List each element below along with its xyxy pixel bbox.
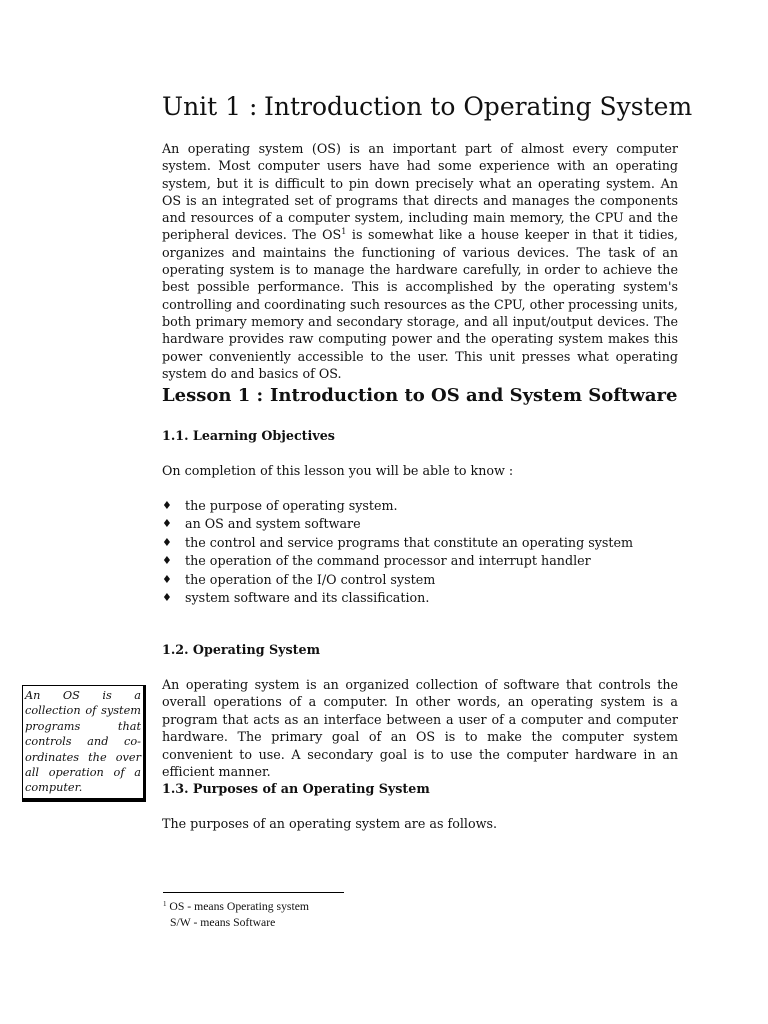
margin-note-text: An OS is a collection of system programs that controls and co-ordinates the over all operation of a computer. <box>25 689 141 795</box>
learning-objectives-heading: 1.1. Learning Objectives <box>162 428 335 443</box>
footnote-2: S/W - means Software <box>170 916 276 929</box>
list-item <box>162 571 633 589</box>
list-item-text: the control and service programs that constitute an operating system <box>185 534 634 550</box>
list-item <box>162 515 633 533</box>
list-item <box>162 497 633 515</box>
intro-paragraph <box>162 140 678 382</box>
objectives-list <box>162 497 633 607</box>
purposes-heading: 1.3. Purposes of an Operating System <box>162 781 430 796</box>
list-item-text: the purpose of operating system. <box>185 498 398 513</box>
lesson-title <box>162 385 677 406</box>
purposes-lead-text: The purposes of an operating system are as follows. <box>162 816 498 831</box>
list-item <box>162 534 633 552</box>
objectives-lead-text: On completion of this lesson you will be able to know : <box>162 463 514 478</box>
footnote-mark: 1 <box>163 900 167 908</box>
list-item-text: system software and its classification. <box>185 590 430 606</box>
lesson-label: Lesson 1 : <box>162 385 264 406</box>
operating-system-heading: 1.2. Operating System <box>162 642 321 657</box>
footnote-1-text: OS - means Operating system <box>169 900 309 913</box>
diamond-bullet-icon: ♦ <box>162 554 172 568</box>
list-item-text: the operation of the I/O control system <box>185 571 436 587</box>
intro-text-part1: An operating system (OS) is an important part of almost every computer system. Most computer users have had some experience with an operating system, but it is difficult to pin down precisely what an operating system. An OS is an integrated set of programs that directs and manages the components and resources of a computer system, including main memory, the CPU and the peripheral devices. The OS <box>162 141 678 243</box>
list-item-text: the operation of the command processor and interrupt handler <box>185 553 591 569</box>
diamond-bullet-icon: ♦ <box>162 517 172 531</box>
diamond-bullet-icon: ♦ <box>162 591 172 605</box>
operating-system-paragraph: An operating system is an organized collection of software that controls the overall operations of a computer. In other words, an operating system is a program that acts as an interface between a user of a computer and computer hardware. The primary goal of an OS is to make the computer system convenient to use. A secondary goal is to use the computer hardware in an efficient manner. <box>162 677 678 780</box>
footnote-reference[interactable]: 1 <box>341 227 347 237</box>
unit-title <box>162 92 722 121</box>
lesson-title-text: Introduction to OS and System Software <box>270 385 678 406</box>
list-item-text: an OS and system software <box>185 516 361 532</box>
footnote-1 <box>163 900 309 913</box>
footnote-divider <box>163 892 344 893</box>
margin-note-box <box>22 685 146 802</box>
diamond-bullet-icon: ♦ <box>162 572 172 586</box>
diamond-bullet-icon: ♦ <box>162 535 172 549</box>
list-item <box>162 589 633 607</box>
unit-label: Unit 1 : <box>162 92 258 121</box>
unit-title-text: Introduction to Operating System <box>264 92 693 121</box>
intro-text-part2: is somewhat like a house keeper in that it tidies, organizes and maintains the functioning of various devices. The task of an operating system is to manage the hardware carefully, in order to achieve the best possible performance. This is accomplished by the operating system's controlling and coordinating such resources as the CPU, other processing units, both primary memory and secondary storage, and all input/output devices. The hardware provides raw computing power and the operating system makes this power conveniently accessible to the user. This unit presses what operating system do and basics of OS. <box>162 227 678 381</box>
diamond-bullet-icon: ♦ <box>162 499 172 512</box>
list-item <box>162 552 633 570</box>
